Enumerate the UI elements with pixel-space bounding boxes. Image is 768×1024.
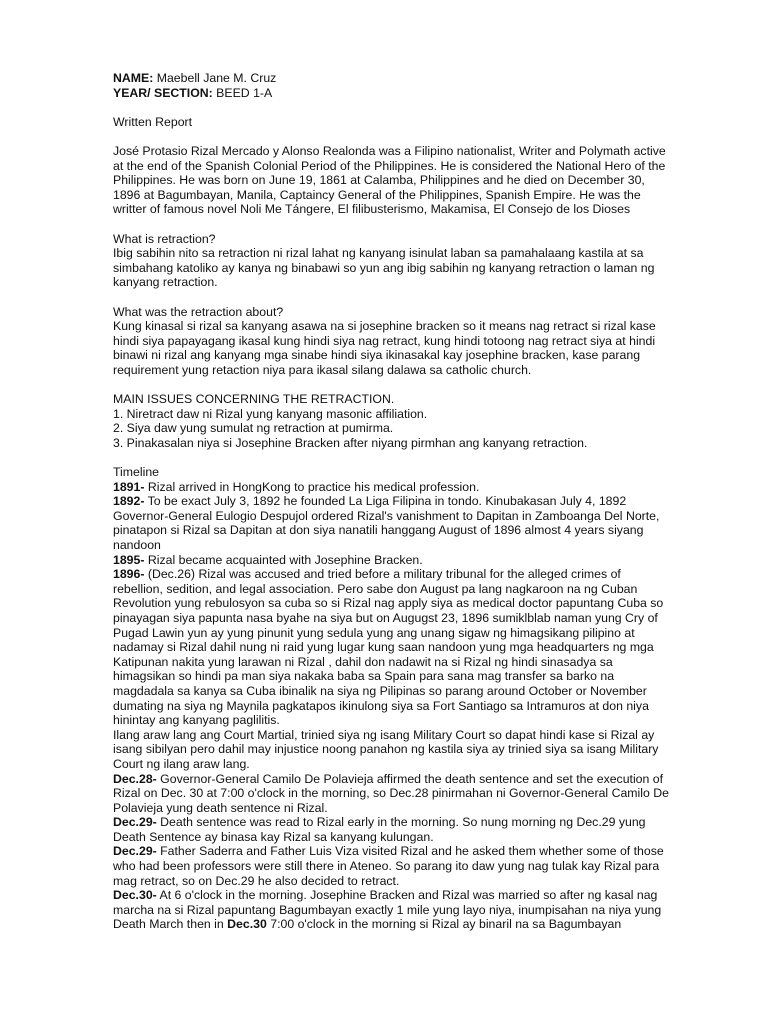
timeline-date: Dec.28-: [113, 771, 157, 786]
section-label: YEAR/ SECTION:: [113, 85, 213, 100]
timeline-text: Rizal arrived in HongKong to practice his medical profession.: [144, 479, 480, 494]
name-label: NAME:: [113, 71, 154, 85]
timeline-text: Death sentence was read to Rizal early in the morning. So nung morning ng Dec.29 yung Death Sentence ay binasa kay Rizal sa kanyang kulungan.: [113, 815, 646, 844]
timeline-entry-dec29-b: [113, 844, 673, 888]
timeline-entry-court-martial: [113, 728, 673, 772]
issue-item: 1. Niretract daw ni Rizal yung kanyang masonic affiliation.: [113, 406, 428, 421]
issue-item: 2. Siya daw yung sumulat ng retraction at pumirma.: [113, 421, 394, 436]
name-value: Maebell Jane M. Cruz: [153, 71, 277, 85]
timeline-date: Dec.29-: [113, 844, 157, 859]
timeline-text: At 6 o'clock in the morning. Josephine Bracken and Rizal was married so after ng kasal nag marcha na si Rizal papuntang Bagumbayan exactly 1 mile yung layo niya, inumpisahan na niya yung Death March then in: [113, 888, 662, 932]
timeline-date: 1892-: [113, 494, 145, 509]
answer-retraction: Ibig sabihin nito sa retraction ni rizal lahat ng kanyang isinulat laban sa pamahalaang kastila at sa simbahang katoliko ay kanya ng binabawi so yun ang ibig sabihin ng kanyang retraction o laman ng kanyang retraction.: [113, 246, 655, 290]
timeline-text: Governor-General Camilo De Polavieja affirmed the death sentence and set the execution of Rizal on Dec. 30 at 7:00 o'clock in the morning, so Dec.28 pinirmahan ni Governor-General Camilo De Polavieja yung death sentence ni Rizal.: [113, 771, 669, 815]
timeline-entry-dec28: [113, 772, 673, 816]
issues-heading: MAIN ISSUES CONCERNING THE RETRACTION.: [113, 392, 395, 407]
timeline-text: Ilang araw lang ang Court Martial, trinied siya ng isang Military Court so dapat hindi kase si Rizal ay isang sibilyan pero dahil may injustice noong panahon ng kastila siya ay trinied siya sa isang Military Court ng ilang araw lang.: [113, 727, 659, 771]
timeline-date: Dec.29-: [113, 815, 157, 830]
timeline-entry-dec29-a: [113, 815, 673, 844]
answer-retraction-about: Kung kinasal si rizal sa kanyang asawa na si josephine bracken so it means nag retract si rizal kase hindi siya papayagang ikasal kung hindi siya nag retract, kung hindi totoong nag retract siya at hindi binawi ni rizal ang kanyang mga sinabe hindi siya ikinasakal kay josephine bracken, kase parang requirement yung retaction niya para ikasal silang dalawa sa catholic church.: [113, 319, 656, 377]
timeline-date: Dec.30: [227, 917, 267, 932]
timeline-text: (Dec.26) Rizal was accused and tried before a military tribunal for the alleged crimes of rebellion, sedition, and legal association. Pero sabe don August pa lang nagkaroon na ng Cuban Revolution yung rebulosyon sa cuba so si Rizal nag apply siya as medical doctor papuntang Cuba so pinayagan siya papunta nasa byahe na siya but on Augugst 23, 1896 sumiklblab naman yung Cry of Pugad Lawin yun ay yung pinunit yung sedula yung ang unang sigaw ng himagsikang pilipino at nadamay si Rizal dahil nung ni raid yung lugar kung saan nandoon yung mga headquarters ng mga Katipunan nakita yung larawan ni Rizal , dahil don nadawit na si Rizal ng hindi sinasadya sa himagsikan so hindi pa man siya nakaka baba sa Spain para sana mag transfer sa barko na magdadala sa kanya sa Cuba ibinalik na siya ng Pilipinas so parang around October or November dumating na siya ng Maynila pagkatapos ikinulong siya sa Fort Santiago sa Intramuros at don niya hinintay ang kanyang paglilitis.: [113, 567, 664, 728]
section-line: [113, 86, 673, 101]
issue-item: 3. Pinakasalan niya si Josephine Bracken after niyang pirmhan ang kanyang retraction.: [113, 435, 588, 450]
timeline-entry-1892: [113, 494, 673, 552]
name-line: [113, 71, 673, 86]
timeline-entry-1891: [113, 480, 673, 495]
section-value: BEED 1-A: [212, 85, 273, 100]
intro-paragraph: José Protasio Rizal Mercado y Alonso Realonda was a Filipino nationalist, Writer and Polymath active at the end of the Spanish Colonial Period of the Philippines. He is considered the National Hero of the Philippines. He was born on June 19, 1861 at Calamba, Philippines and he died on December 30, 1896 at Bagumbayan, Manila, Captaincy General of the Philippines, Spanish Empire. He was the writter of famous novel Noli Me Tángere, El filibusterismo, Makamisa, El Consejo de los Dioses: [113, 143, 666, 217]
timeline-text: To be exact July 3, 1892 he founded La Liga Filipina in tondo. Kinubakasan July 4, 1892 Governor-General Eulogio Despujol ordered Rizal's vanishment to Dapitan in Zamboanga Del Norte, pinatapon si Rizal sa Dapitan at don siya nanatili hanggang August of 1896 almost 4 years siyang nandoon: [113, 494, 660, 552]
timeline-text: Rizal became acquainted with Josephine Bracken.: [144, 552, 423, 567]
timeline-date: 1891-: [113, 479, 145, 494]
timeline-entry-1896: [113, 567, 673, 728]
timeline-date: 1896-: [113, 567, 145, 582]
timeline-entry-1895: [113, 553, 673, 568]
timeline-heading: Timeline: [113, 465, 160, 480]
timeline-date: Dec.30-: [113, 888, 157, 903]
question-retraction: What is retraction?: [113, 231, 216, 246]
timeline-date: 1895-: [113, 552, 145, 567]
timeline-text: Father Saderra and Father Luis Viza visited Rizal and he asked them whether some of those who had been professors were still there in Ateneo. So parang ito daw yung nag tulak kay Rizal para mag retract, so on Dec.29 he also decided to retract.: [113, 844, 664, 888]
timeline-text: 7:00 o'clock in the morning si Rizal ay binaril na sa Bagumbayan: [266, 917, 622, 932]
question-retraction-about: What was the retraction about?: [113, 304, 284, 319]
document-page: [113, 71, 673, 932]
doc-type: Written Report: [113, 114, 193, 129]
timeline-entry-dec30: [113, 888, 673, 932]
